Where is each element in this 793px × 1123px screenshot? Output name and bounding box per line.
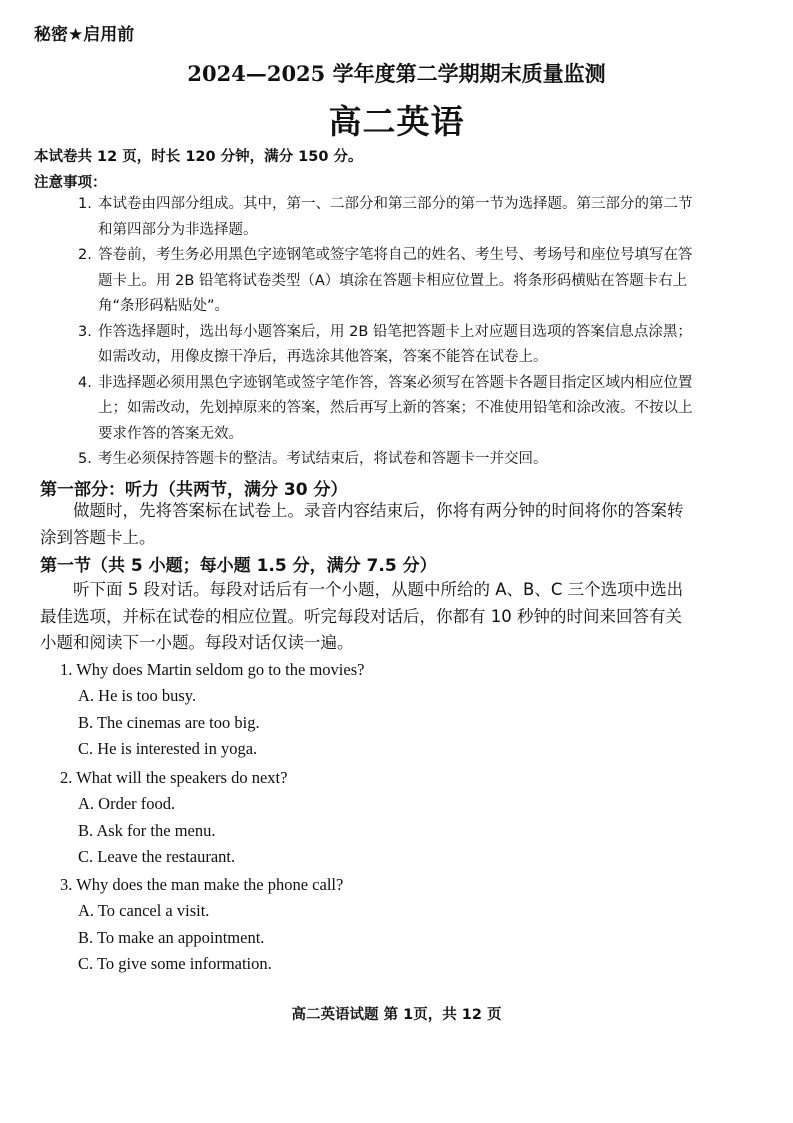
note-item	[78, 371, 704, 448]
note-text: 答卷前，考生务必用黑色字迹钢笔或签字笔将自己的姓名、考生号、考场号和座位号填写在答题卡上。用 2B 铅笔将试卷类型（A）填涂在答题卡相应位置上。将条形码横贴在答题卡右上角“条形码粘贴处”。	[98, 247, 693, 314]
question-stem: 1. Why does Martin seldom go to the movies?	[60, 660, 365, 679]
note-item	[78, 447, 704, 473]
option-a: A. Order food.	[78, 794, 176, 813]
question-stem: 2. What will the speakers do next?	[60, 768, 288, 787]
note-number: 3.	[78, 323, 92, 340]
option-b: B. The cinemas are too big.	[78, 712, 260, 732]
question-1	[60, 656, 364, 763]
option-a: A. He is too busy.	[78, 686, 197, 705]
note-text: 非选择题必须用黑色字迹钢笔或签字笔作答，答案必须写在答题卡各题目指定区域内相应位置上；如需改动，先划掉原来的答案，然后再写上新的答案；不准使用铅笔和涂改液。不按以上要求作答的答案无效。	[98, 374, 693, 442]
exam-title: 2024—2025 学年度第二学期期末质量监测	[187, 61, 606, 86]
notes-heading: 注意事项：	[34, 175, 107, 191]
option-b: B. Ask for the menu.	[78, 820, 216, 840]
subject-title: 高二英语	[328, 102, 465, 141]
question-stem: 3. Why does the man make the phone call?	[60, 875, 344, 894]
section1-instruction: 听下面 5 段对话。每段对话后有一个小题，从题中所给的 A、B、C 三个选项中选出最佳选项，并标在试卷的相应位置。听完每段对话后，你都有 10 秒钟的时间来回答有关小题和阅读下一小题。每段对话仅读一遍。	[40, 580, 684, 652]
option-c: C. Leave the restaurant.	[78, 847, 236, 866]
question-2	[60, 764, 287, 871]
part1-instruction: 做题时，先将答案标在试卷上。录音内容结束后，你将有两分钟的时间将你的答案转涂到答题卡上。	[40, 501, 684, 547]
part1-heading: 第一部分：听力（共两节，满分 30 分）	[40, 480, 348, 500]
note-text: 考生必须保持答题卡的整洁。考试结束后，将试卷和答题卡一并交回。	[98, 451, 548, 467]
note-number: 5.	[78, 451, 92, 467]
note-number: 2.	[78, 247, 92, 263]
option-a: A. To cancel a visit.	[78, 901, 210, 920]
option-c: C. To give some information.	[78, 954, 272, 973]
option-c: C. He is interested in yoga.	[78, 739, 258, 758]
exam-info: 本试卷共 12 页，时长 120 分钟，满分 150 分。	[34, 149, 363, 165]
note-number: 1.	[78, 196, 92, 212]
page-footer: 高二英语试题 第 1页，共 12 页	[291, 1007, 502, 1023]
question-3	[60, 871, 343, 978]
notes-list	[78, 192, 704, 473]
confidential-mark: 秘密★启用前	[34, 25, 135, 45]
note-number: 4.	[78, 374, 92, 391]
note-item	[78, 320, 704, 371]
option-b: B. To make an appointment.	[78, 927, 265, 947]
section1-heading: 第一节（共 5 小题；每小题 1.5 分，满分 7.5 分）	[40, 556, 437, 576]
note-item	[78, 192, 704, 243]
note-item	[78, 243, 704, 320]
note-text: 本试卷由四部分组成。其中，第一、二部分和第三部分的第一节为选择题。第三部分的第二节和第四部分为非选择题。	[98, 196, 693, 238]
note-text: 作答选择题时，选出每小题答案后，用 2B 铅笔把答题卡上对应题目选项的答案信息点涂黑；如需改动，用像皮擦干净后，再选涂其他答案，答案不能答在试卷上。	[98, 323, 692, 365]
